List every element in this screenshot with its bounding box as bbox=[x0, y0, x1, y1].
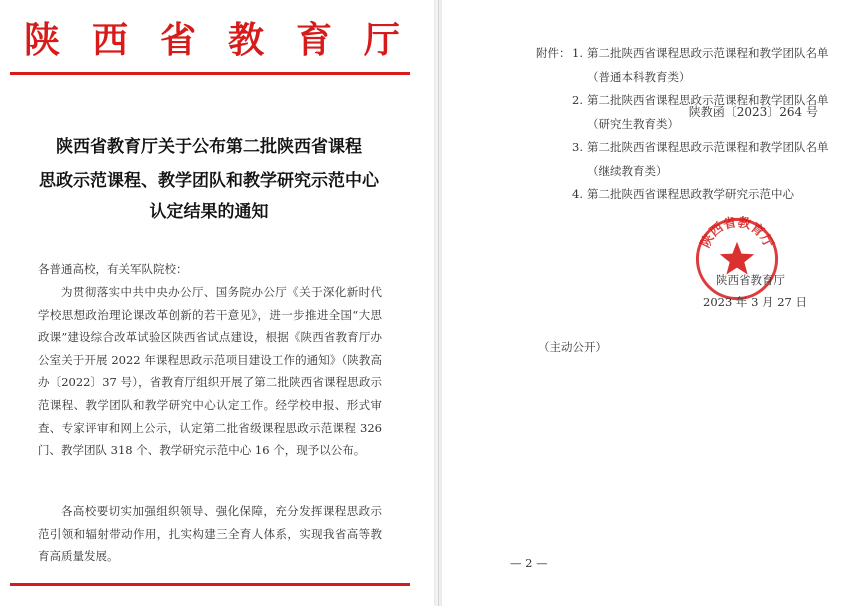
attachment-title: 第二批陕西省课程思政示范课程和教学团队名单 bbox=[587, 140, 829, 154]
attachment-number: 1. bbox=[572, 46, 583, 60]
masthead-red-rule bbox=[10, 72, 410, 75]
seal-star-icon bbox=[720, 242, 754, 275]
attachments-label: 附件： bbox=[536, 46, 571, 60]
attachments-list bbox=[536, 42, 856, 207]
masthead-char: 陕 bbox=[24, 18, 61, 61]
official-seal-icon bbox=[694, 216, 780, 302]
attachment-number: 3. bbox=[572, 140, 583, 154]
page-divider bbox=[438, 0, 439, 606]
issuing-authority: 陕西省教育厅 bbox=[716, 273, 785, 287]
document-number: 陕教函〔2023〕264 号 bbox=[688, 105, 818, 119]
body-paragraph-1: 为贯彻落实中共中央办公厅、国务院办公厅《关于深化新时代学校思想政治理论课改革创新的若干意见》，进一步推进全国“大思政课”建设综合改革试验区陕西省试点建设，根据《陕西省教育厅办公室关于开展 2022 年课程思政示范项目建设工作的通知》（陕教高办〔2022〕37 号），省教育厅组织开展了第二批陕西省课程思政示范课程、教学团队和教学研究中心认定工作。经学校申报、形式审查、专家评审和网上公示，认定第二批省级课程思政示范课程 326 门、教学团队 318 个、教学研究示范中心 16 个，现予以公布。 bbox=[38, 285, 382, 458]
masthead-char: 西 bbox=[91, 18, 128, 61]
attachment-subtitle: （普通本科教育类） bbox=[587, 69, 691, 84]
attachment-number: 4. bbox=[572, 187, 583, 201]
masthead-char: 育 bbox=[295, 18, 332, 61]
document-title-line-3: 认定结果的通知 bbox=[149, 202, 269, 222]
attachment-item bbox=[572, 136, 856, 183]
attachment-item bbox=[572, 89, 856, 136]
disclosure-status: （主动公开） bbox=[538, 340, 607, 354]
masthead-char: 教 bbox=[227, 18, 264, 61]
attachment-title: 第二批陕西省课程思政示范课程和教学团队名单 bbox=[587, 93, 829, 107]
attachment-item bbox=[572, 183, 856, 207]
document-title-line-1: 陕西省教育厅关于公布第二批陕西省课程 bbox=[56, 137, 362, 157]
attachment-title: 第二批陕西省课程思政教学研究示范中心 bbox=[587, 187, 794, 201]
attachment-item bbox=[572, 42, 856, 89]
seal-text: 陕西省教育厅 bbox=[698, 216, 776, 251]
attachment-title: 第二批陕西省课程思政示范课程和教学团队名单 bbox=[587, 46, 829, 60]
document-title-line-2: 思政示范课程、教学团队和教学研究示范中心 bbox=[39, 171, 379, 191]
attachment-subtitle: （研究生教育类） bbox=[587, 116, 679, 131]
body-paragraph-2: 各高校要切实加强组织领导、强化保障，充分发挥课程思政示范引领和辐射带动作用，扎实构建三全育人体系，实现我省高等教育高质量发展。 bbox=[38, 504, 382, 564]
masthead bbox=[10, 10, 408, 64]
masthead-char: 省 bbox=[159, 18, 196, 61]
page-number: — 2 — bbox=[510, 556, 548, 570]
footer-red-rule bbox=[10, 583, 410, 586]
masthead-char: 厅 bbox=[363, 18, 400, 61]
attachment-number: 2. bbox=[572, 93, 583, 107]
issue-date: 2023 年 3 月 27 日 bbox=[703, 295, 807, 309]
attachment-subtitle: （继续教育类） bbox=[587, 163, 668, 178]
salutation: 各普通高校，有关军队院校： bbox=[38, 262, 188, 276]
